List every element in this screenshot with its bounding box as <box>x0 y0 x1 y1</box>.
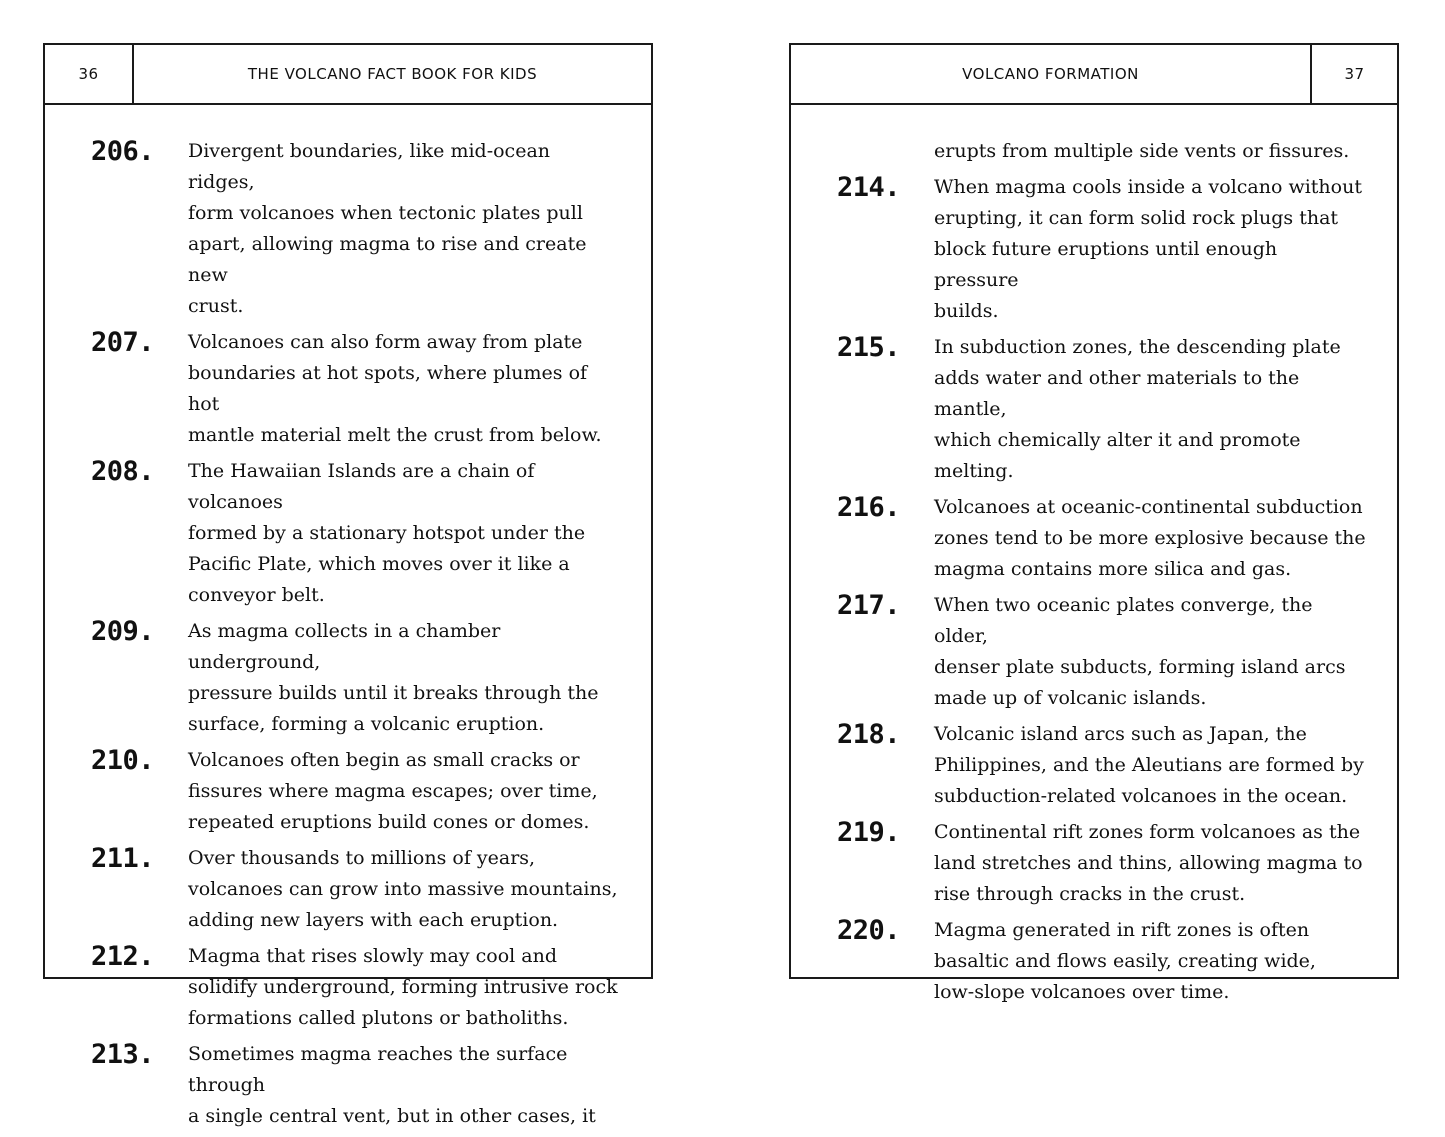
fact-text: Volcanoes can also form away from plate boundaries at hot spots, where plumes of hot mantle material melt the crust from below. <box>188 331 602 446</box>
fact-number: 208. <box>91 456 155 487</box>
fact-text: As magma collects in a chamber underground, pressure builds until it breaks through the surface, forming a volcanic eruption. <box>188 620 599 735</box>
fact-text: Magma that rises slowly may cool and solidify underground, forming intrusive rock formations called plutons or batholiths. <box>188 945 618 1029</box>
fact-item <box>91 327 621 451</box>
fact-item <box>837 817 1367 910</box>
fact-item <box>91 843 621 936</box>
fact-item <box>837 492 1367 585</box>
fact-continuation-text: erupts from multiple side vents or fissures. <box>934 140 1350 162</box>
fact-text: Continental rift zones form volcanoes as the land stretches and thins, allowing magma to rise through cracks in the crust. <box>934 821 1363 905</box>
fact-list <box>91 136 621 1137</box>
fact-item <box>91 136 621 322</box>
fact-item <box>837 719 1367 812</box>
fact-text: Volcanic island arcs such as Japan, the Philippines, and the Aleutians are formed by subduction-related volcanoes in the ocean. <box>934 723 1364 807</box>
running-title: VOLCANO FORMATION <box>962 65 1139 83</box>
fact-number: 216. <box>837 492 901 523</box>
fact-list <box>837 136 1367 1013</box>
fact-number: 214. <box>837 172 901 203</box>
fact-number: 219. <box>837 817 901 848</box>
page-number: 36 <box>45 45 134 103</box>
fact-text: Volcanoes at oceanic-continental subduction zones tend to be more explosive because the magma contains more silica and gas. <box>934 496 1366 580</box>
fact-number: 218. <box>837 719 901 750</box>
fact-number: 213. <box>91 1039 155 1070</box>
fact-number: 220. <box>837 915 901 946</box>
fact-item <box>837 332 1367 487</box>
left-page-body <box>45 103 651 1127</box>
fact-number: 209. <box>91 616 155 647</box>
left-page-header <box>45 45 651 105</box>
fact-text: When two oceanic plates converge, the older, denser plate subducts, forming island arcs made up of volcanic islands. <box>934 594 1346 709</box>
fact-text: Divergent boundaries, like mid-ocean ridges, form volcanoes when tectonic plates pull apart, allowing magma to rise and create new crust. <box>188 140 587 317</box>
fact-item <box>837 172 1367 327</box>
fact-text: Volcanoes often begin as small cracks or fissures where magma escapes; over time, repeated eruptions build cones or domes. <box>188 749 598 833</box>
fact-text: The Hawaiian Islands are a chain of volcanoes formed by a stationary hotspot under the Pacific Plate, which moves over it like a conveyor belt. <box>188 460 586 606</box>
fact-text: Over thousands to millions of years, volcanoes can grow into massive mountains, adding new layers with each eruption. <box>188 847 618 931</box>
fact-item <box>91 616 621 740</box>
fact-text: Sometimes magma reaches the surface through a single central vent, but in other cases, it <box>188 1043 596 1127</box>
fact-item <box>837 915 1367 1008</box>
right-page-body <box>791 103 1397 1003</box>
fact-number: 210. <box>91 745 155 776</box>
running-title: THE VOLCANO FACT BOOK FOR KIDS <box>247 65 538 83</box>
right-page <box>789 43 1399 1003</box>
fact-number: 211. <box>91 843 155 874</box>
fact-number: 217. <box>837 590 901 621</box>
fact-number: 212. <box>91 941 155 972</box>
fact-number: 206. <box>91 136 155 167</box>
fact-number: 207. <box>91 327 155 358</box>
fact-item <box>91 941 621 1034</box>
fact-number: 215. <box>837 332 901 363</box>
page-number: 37 <box>1310 45 1397 103</box>
right-page-header <box>791 45 1397 105</box>
fact-text: When magma cools inside a volcano without erupting, it can form solid rock plugs that block future eruptions until enough pressure builds. <box>934 176 1362 322</box>
left-page <box>43 43 653 1127</box>
fact-item <box>91 1039 621 1132</box>
fact-text: Magma generated in rift zones is often basaltic and flows easily, creating wide, low-slope volcanoes over time. <box>934 919 1316 1003</box>
fact-item <box>91 745 621 838</box>
fact-item <box>91 456 621 611</box>
fact-item <box>837 590 1367 714</box>
fact-text: In subduction zones, the descending plate adds water and other materials to the mantle, which chemically alter it and promote melting. <box>934 336 1341 482</box>
